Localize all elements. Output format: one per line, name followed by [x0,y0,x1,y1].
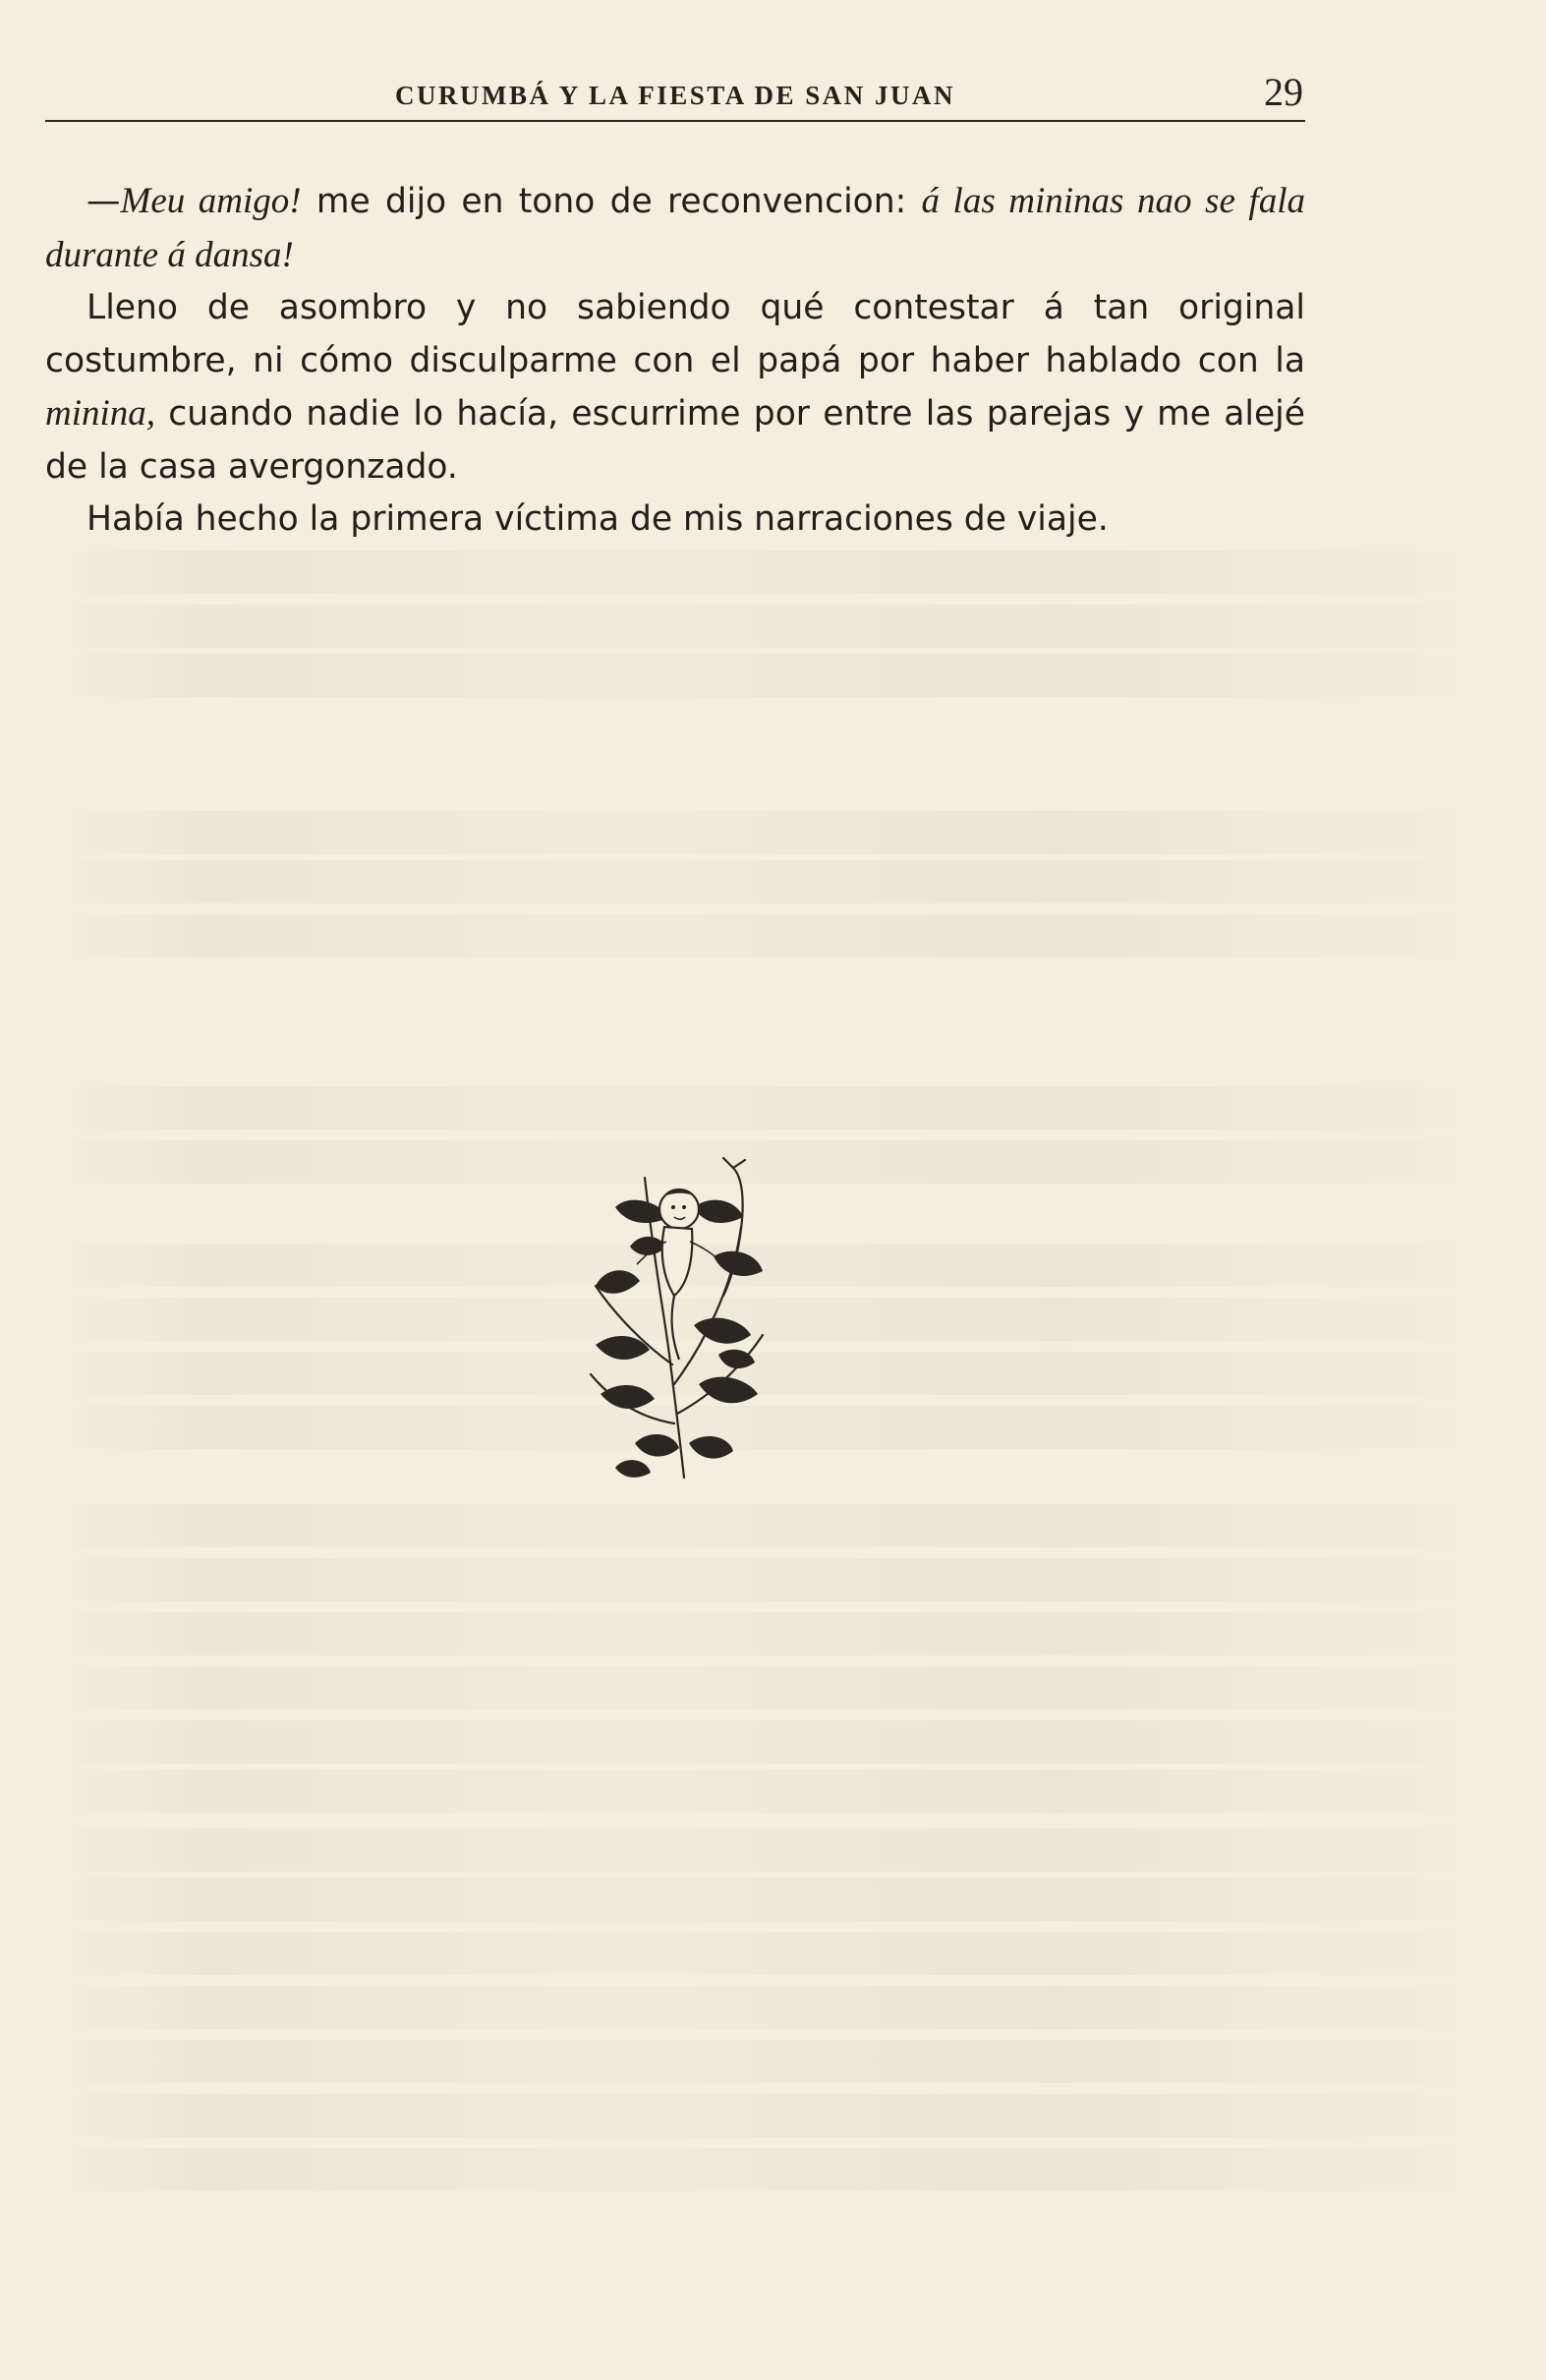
page-number: 29 [1264,70,1303,114]
paragraph-text: Lleno de asombro y no sabiendo qué contestar á tan original costumbre, ni cómo disculparme con el papá por haber hablado con la [45,288,1305,380]
paragraph-dialogue [45,175,1305,282]
paragraph-closing [45,493,1305,547]
running-title: CURUMBÁ Y LA FIESTA DE SAN JUAN [394,81,956,110]
em-dash: — [86,182,121,221]
cherub-in-foliage-icon [576,1148,792,1482]
paragraph-text: cuando nadie lo hacía, escurrime por entre las parejas y me alejé de la casa avergonzado. [45,394,1305,487]
italic-phrase: Meu amigo! [120,181,302,221]
body-text [45,175,1305,547]
italic-phrase: á las mininas nao se fala durante á dansa! [45,181,1305,275]
running-head [45,69,1305,122]
paragraph-text: Había hecho la primera víctima de mis narraciones de viaje. [86,499,1109,539]
italic-word: minina, [45,393,156,434]
paragraph-text: me dijo en tono de reconvencion: [301,182,922,221]
paragraph-narration [45,282,1305,493]
